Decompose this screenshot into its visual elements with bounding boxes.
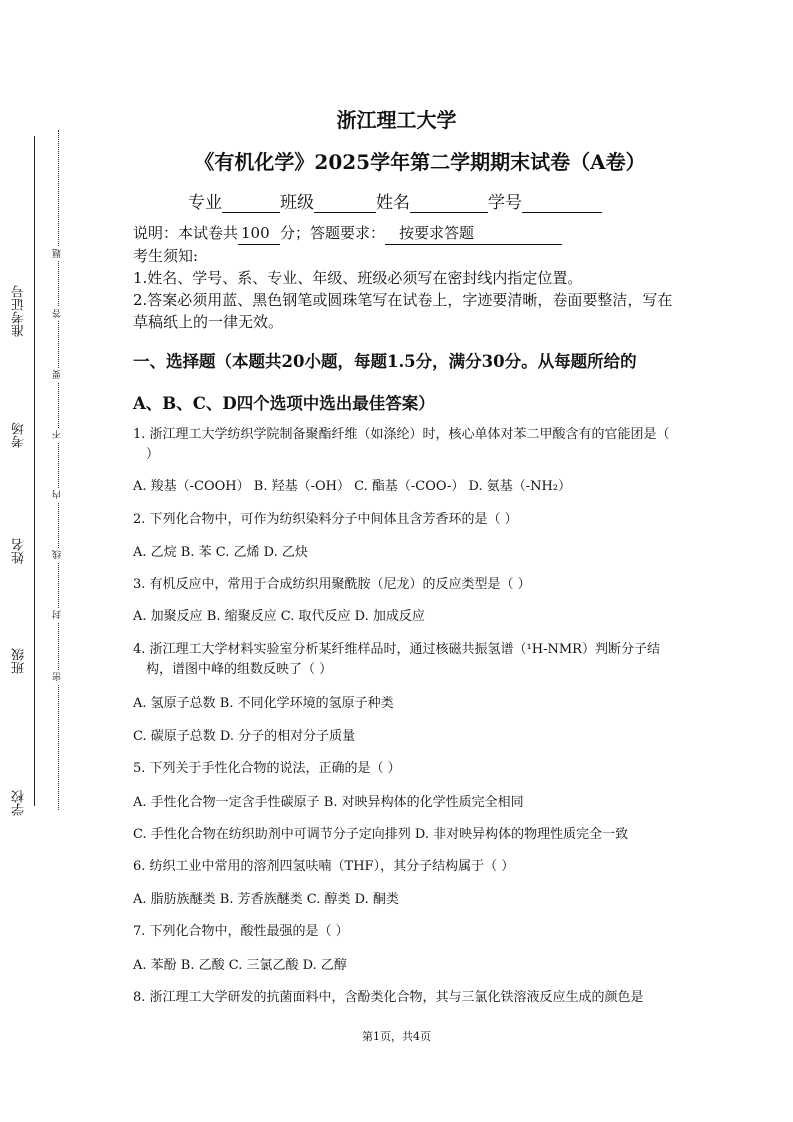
question-4-options-2: C. 碳原子总数 D. 分子的相对分子质量 [133,729,356,744]
binding-label-exam-room: 考场 [12,422,27,448]
seal-char: 题 [51,247,65,261]
university-title: 浙江理工大学 [336,108,457,132]
seal-char: 密 [51,670,65,684]
question-7: 7. 下列化合物中，酸性最强的是（ ） [133,924,349,939]
exam-title: 《有机化学》2025学年第二学期期末试卷（A卷） [194,150,646,174]
question-4-options-1: A. 氢原子总数 B. 不同化学环境的氢原子种类 [133,696,394,711]
binding-label-name: 姓名 [12,538,27,564]
question-1-options: A. 羧基（-COOH） B. 羟基（-OH） C. 酯基（-COO-） D. 氨基（-NH₂） [133,479,572,494]
field-label-name: 姓名 [376,193,410,213]
question-stem: 4. 浙江理工大学材料实验室分析某纤维样品时，通过核磁共振氢谱（¹H-NMR）判断分子结构，谱图中峰的组数反映了（ ） [133,642,660,677]
notes-item-1: 1.姓名、学号、系、专业、年级、班级必须写在密封线内指定位置。 [133,269,583,287]
notes-heading: 考生须知: [133,247,199,265]
seal-char: 线 [51,548,65,562]
student-id-blank[interactable] [522,194,602,213]
notes-item-2: 2.答案必须用蓝、黑色钢笔或圆珠笔写在试卷上，字迹要清晰，卷面要整洁，写在草稿纸上的一律无效。 [133,291,673,331]
seal-char: 不 [51,428,65,442]
student-info-row [188,188,602,213]
question-4 [133,640,678,680]
field-label-major: 专业 [188,193,222,213]
question-5: 5. 下列关于手性化合物的说法，正确的是（ ） [133,761,401,776]
seal-char: 答 [51,307,65,321]
question-5-options-2: C. 手性化合物在纺织助剂中可调节分子定向排列 D. 非对映异构体的物理性质完全一致 [133,827,629,842]
class-blank[interactable] [314,194,376,213]
section-heading-line1: 一、选择题（本题共20小题，每题1.5分，满分30分。从每题所给的 [133,352,637,371]
question-3-options: A. 加聚反应 B. 缩聚反应 C. 取代反应 D. 加成反应 [133,609,425,624]
question-8: 8. 浙江理工大学研发的抗菌面料中，含酚类化合物，其与三氯化铁溶液反应生成的颜色是 [133,990,644,1005]
seal-char: 封 [51,608,65,622]
field-label-student-id: 学号 [488,193,522,213]
binding-solid-line [34,136,35,806]
question-2-options: A. 乙烷 B. 苯 C. 乙烯 D. 乙炔 [133,545,308,560]
answer-requirement: 按要求答题 [385,222,562,245]
question-1 [133,425,678,465]
page-footer: 第1页，共4页 [362,1030,431,1043]
seal-char: 内 [51,488,65,502]
binding-label-class: 班级 [12,648,27,674]
name-blank[interactable] [410,194,488,213]
seal-dotted-line [58,130,59,810]
binding-margin [8,130,68,820]
seal-char: 要 [51,368,65,382]
question-7-options: A. 苯酚 B. 乙酸 C. 三氯乙酸 D. 乙醇 [133,958,347,973]
field-label-class: 班级 [280,193,314,213]
total-score: 100 [238,222,280,245]
section-heading-line2: A、B、C、D四个选项中选出最佳答案） [133,394,435,413]
question-3: 3. 有机反应中，常用于合成纺织用聚酰胺（尼龙）的反应类型是（ ） [133,577,531,592]
exam-notes [133,222,678,333]
question-5-options-1: A. 手性化合物一定含手性碳原子 B. 对映异构体的化学性质完全相同 [133,795,524,810]
question-2: 2. 下列化合物中，可作为纺织染料分子中间体且含芳香环的是（ ） [133,512,518,527]
question-6-options: A. 脂肪族醚类 B. 芳香族醚类 C. 醇类 D. 酮类 [133,892,399,907]
binding-label-admission-number: 准考证号 [12,285,27,337]
major-blank[interactable] [222,194,280,213]
binding-label-school: 学校 [12,790,27,816]
question-stem: 1. 浙江理工大学纺织学院制备聚酯纤维（如涤纶）时，核心单体对苯二甲酸含有的官能团是（ ） [133,427,670,462]
notes-line1: 说明：本试卷共 100 分；答题要求： 按要求答题 [133,222,678,245]
question-6: 6. 纺织工业中常用的溶剂四氢呋喃（THF），其分子结构属于（ ） [133,859,515,874]
